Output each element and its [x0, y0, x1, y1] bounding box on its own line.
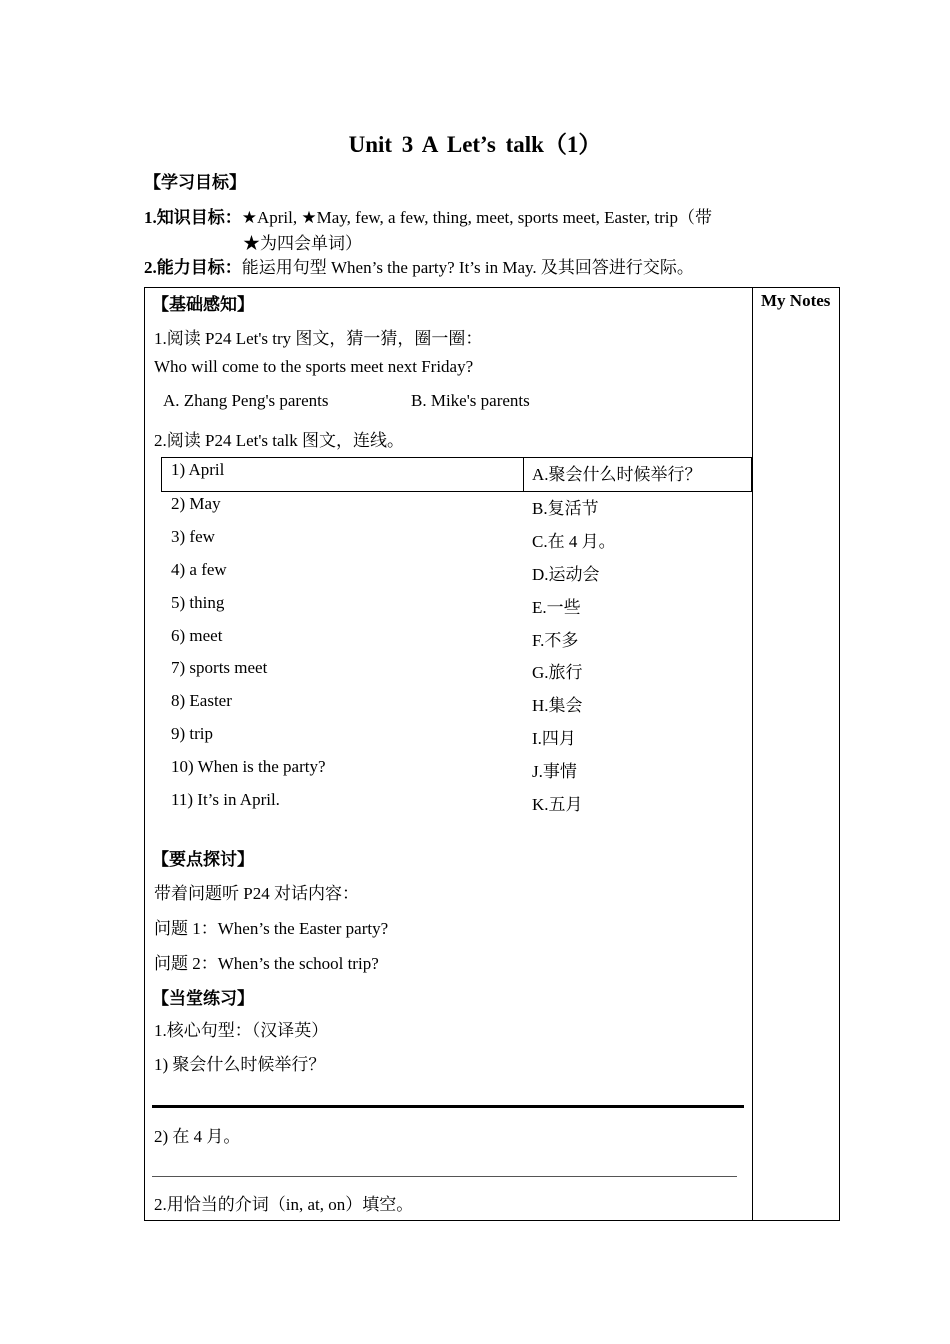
- key-points-intro: 带着问题听 P24 对话内容：: [154, 884, 359, 903]
- match-left-item: 4) a few: [171, 560, 227, 579]
- ability-text: 能运用句型 When’s the party? It’s in May. 及其回答进行交际。: [241, 258, 694, 277]
- practice-sub1: 1) 聚会什么时候举行？: [154, 1055, 326, 1074]
- basic-q2: 2.阅读 P24 Let's talk 图文，连线。: [154, 431, 405, 450]
- ability-objective: [144, 253, 694, 278]
- answer-line: [152, 1105, 744, 1108]
- notes-column-divider: [752, 287, 753, 1221]
- match-right-item: B.复活节: [532, 499, 599, 518]
- match-left-item: 11) It’s in April.: [171, 790, 280, 809]
- match-right-item: A.聚会什么时候举行？: [532, 465, 702, 484]
- match-right-item: K.五月: [532, 795, 583, 814]
- match-left-item: 3) few: [171, 527, 215, 546]
- key-points-heading: 【要点探讨】: [152, 850, 254, 869]
- knowledge-label: 1.知识目标：: [144, 208, 242, 227]
- match-right-item: H.集会: [532, 696, 583, 715]
- match-right-item: I.四月: [532, 729, 576, 748]
- match-left-item: 9) trip: [171, 724, 214, 743]
- match-right-item: E.一些: [532, 598, 581, 617]
- match-left-item: 7) sports meet: [171, 658, 268, 677]
- match-left-item: 5) thing: [171, 593, 225, 612]
- basic-q1-question: Who will come to the sports meet next Friday?: [154, 357, 474, 376]
- key-points-q2: 问题 2：When’s the school trip?: [154, 954, 379, 973]
- practice-heading: 【当堂练习】: [152, 989, 254, 1008]
- objectives-heading: 【学习目标】: [144, 173, 246, 192]
- basic-q1: 1.阅读 P24 Let's try 图文，猜一猜，圈一圈：: [154, 329, 483, 348]
- knowledge-text-cont: ★为四会单词）: [243, 234, 362, 253]
- my-notes-label: My Notes: [761, 291, 831, 310]
- match-left-item: 8) Easter: [171, 691, 232, 710]
- knowledge-text: ★April, ★May, few, a few, thing, meet, sports meet, Easter, trip（带: [241, 208, 713, 227]
- answer-line: [152, 1176, 737, 1177]
- knowledge-objective: [144, 203, 712, 228]
- page-title: Unit 3 A Let’s talk（1）: [348, 132, 602, 157]
- matching-first-row-divider: [523, 457, 524, 492]
- match-right-item: D.运动会: [532, 565, 600, 584]
- match-right-item: F.不多: [532, 631, 579, 650]
- practice-item2: 2.用恰当的介词（in, at, on）填空。: [154, 1195, 414, 1214]
- match-left-item: 6) meet: [171, 626, 223, 645]
- match-right-item: G.旅行: [532, 663, 583, 682]
- match-left-item: 2) May: [171, 494, 221, 513]
- match-right-item: C.在 4 月。: [532, 532, 616, 551]
- match-right-item: J.事情: [532, 762, 577, 781]
- match-left-item: 1) April: [171, 460, 225, 479]
- practice-item1: 1.核心句型：（汉译英）: [154, 1021, 329, 1040]
- practice-sub2: 2) 在 4 月。: [154, 1127, 241, 1146]
- basic-heading: 【基础感知】: [152, 295, 254, 314]
- option-b: B. Mike's parents: [411, 391, 530, 410]
- ability-label: 2.能力目标：: [144, 258, 242, 277]
- option-a: A. Zhang Peng's parents: [163, 391, 329, 410]
- match-left-item: 10) When is the party?: [171, 757, 326, 776]
- key-points-q1: 问题 1：When’s the Easter party?: [154, 919, 389, 938]
